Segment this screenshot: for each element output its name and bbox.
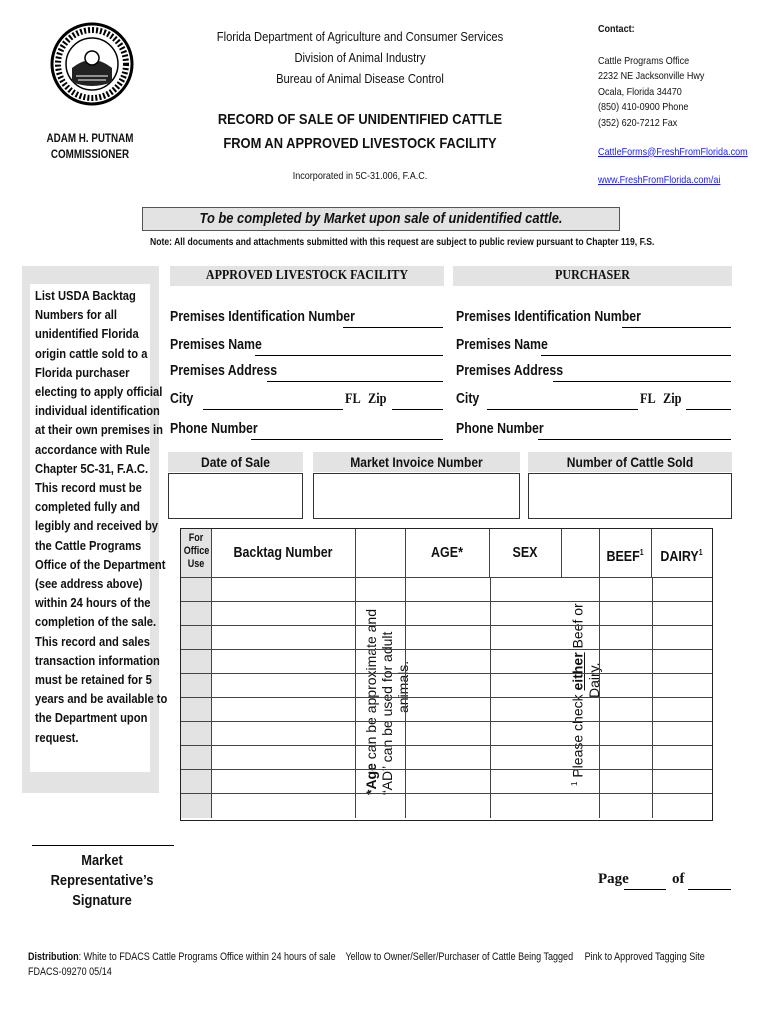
backtag-label: Backtag Number	[233, 545, 333, 561]
page-number-field[interactable]	[624, 889, 666, 890]
facility-zip-label: Zip	[368, 391, 387, 407]
table-row	[181, 745, 712, 770]
signature-label-1: Market Representative’s	[50, 852, 154, 889]
check-note-text-2: Beef or	[569, 603, 586, 653]
backtag-cell[interactable]	[211, 578, 356, 602]
beef-cell[interactable]	[599, 770, 653, 794]
incorporated-text: Incorporated in 5C-31.006, F.A.C.	[292, 170, 428, 182]
facility-premises-name-label: Premises Name	[170, 337, 262, 353]
cattle-count-header	[528, 452, 732, 472]
agency-line-1: Florida Department of Agriculture and Consumer Services	[216, 29, 504, 44]
office-use-cell	[181, 674, 212, 698]
age-note-bold: *Age	[363, 763, 379, 795]
facility-phone-label: Phone Number	[170, 421, 258, 437]
office-use-cell	[181, 722, 212, 746]
purchaser-heading: PURCHASER	[555, 268, 630, 283]
purchaser-heading-bar	[453, 266, 732, 286]
facility-premises-address-label: Premises Address	[170, 363, 278, 379]
backtag-cell[interactable]	[211, 698, 356, 722]
commissioner-name: ADAM H. PUTNAM	[46, 131, 134, 145]
date-of-sale-field[interactable]	[168, 473, 303, 519]
check-note-footnote-mark: 1	[570, 781, 579, 786]
sex-cell[interactable]	[489, 602, 561, 626]
backtag-cell[interactable]	[211, 626, 356, 650]
age-cell[interactable]	[405, 650, 491, 674]
distribution-pink: Pink to Approved Tagging Site	[584, 951, 705, 963]
contact-heading: Contact:	[598, 23, 635, 35]
age-cell[interactable]	[405, 698, 491, 722]
date-of-sale-header	[168, 452, 303, 472]
office-use-cell	[181, 770, 212, 794]
purchaser-premises-id-label: Premises Identification Number	[456, 309, 641, 325]
purchaser-state-label: FL	[640, 391, 656, 407]
dairy-cell[interactable]	[651, 674, 712, 698]
invoice-number-label: Market Invoice Number	[350, 454, 483, 470]
age-cell[interactable]	[405, 746, 491, 770]
check-note-either: either	[569, 652, 586, 691]
sex-cell[interactable]	[489, 626, 561, 650]
backtag-cell[interactable]	[211, 650, 356, 674]
table-row	[181, 769, 712, 794]
beef-header	[599, 529, 652, 577]
of-label: of	[672, 871, 685, 887]
age-note-text-3: animals.	[395, 660, 411, 713]
page-total-field[interactable]	[688, 889, 731, 890]
age-header	[405, 529, 490, 577]
form-title-line-1: RECORD OF SALE OF UNIDENTIFIED CATTLE	[217, 111, 503, 128]
dairy-label: DAIRY	[660, 548, 699, 565]
office-use-cell	[181, 650, 212, 674]
purchaser-city-label: City	[456, 391, 480, 407]
sex-cell[interactable]	[489, 578, 561, 602]
purchaser-premises-name-label: Premises Name	[456, 337, 548, 353]
purchaser-zip-label: Zip	[663, 391, 682, 407]
facility-premises-name-field[interactable]	[255, 355, 443, 356]
backtag-cell[interactable]	[211, 602, 356, 626]
sex-cell[interactable]	[489, 674, 561, 698]
contact-address-1: 2232 NE Jacksonville Hwy	[598, 70, 705, 83]
age-label: AGE*	[431, 545, 463, 561]
office-use-cell	[181, 746, 212, 770]
purchaser-phone-field[interactable]	[538, 439, 731, 440]
dairy-cell[interactable]	[651, 770, 712, 794]
office-use-cell	[181, 626, 212, 650]
contact-fax: (352) 620-7212 Fax	[598, 116, 678, 129]
table-row	[181, 673, 712, 698]
age-note-text-1: can be approximate and	[363, 608, 379, 764]
dairy-cell[interactable]	[651, 650, 712, 674]
agency-line-3: Bureau of Animal Disease Control	[276, 71, 444, 86]
commissioner-title: COMMISSIONER	[50, 147, 130, 161]
beef-label: BEEF	[606, 548, 640, 565]
form-id: FDACS-09270 05/14	[28, 966, 112, 978]
office-use-label: For Office Use	[183, 532, 210, 570]
facility-zip-field[interactable]	[392, 409, 443, 410]
backtag-table	[180, 528, 713, 821]
instructions-sidebar	[22, 266, 168, 793]
sex-cell[interactable]	[489, 650, 561, 674]
beef-cell[interactable]	[599, 794, 653, 818]
beef-cell[interactable]	[599, 746, 653, 770]
purchaser-phone-label: Phone Number	[456, 421, 544, 437]
beef-cell[interactable]	[599, 626, 653, 650]
sex-cell[interactable]	[489, 746, 561, 770]
cattle-count-field[interactable]	[528, 473, 732, 519]
facility-heading: APPROVED LIVESTOCK FACILITY	[205, 268, 409, 283]
contact-address-2: Ocala, Florida 34470	[598, 85, 682, 98]
sex-cell[interactable]	[489, 722, 561, 746]
purchaser-city-field[interactable]	[487, 409, 638, 410]
beef-cell[interactable]	[599, 698, 653, 722]
age-cell[interactable]	[405, 794, 491, 818]
backtag-cell[interactable]	[211, 674, 356, 698]
dairy-footnote-mark: 1	[698, 548, 703, 557]
dairy-cell[interactable]	[651, 626, 712, 650]
department-seal	[50, 22, 134, 106]
age-cell[interactable]	[405, 674, 491, 698]
office-use-header	[181, 529, 212, 577]
office-use-cell	[181, 698, 212, 722]
signature-label-2: Signature	[72, 892, 132, 909]
signature-field[interactable]	[32, 845, 174, 846]
contact-office: Cattle Programs Office	[598, 54, 690, 67]
age-cell[interactable]	[405, 626, 491, 650]
office-use-cell	[181, 794, 212, 818]
table-row	[181, 625, 712, 650]
dairy-cell[interactable]	[651, 794, 712, 818]
table-row	[181, 577, 712, 602]
public-record-note: Note: All documents and attachments submitted with this request are subject to public review pursuant to Chapter 119, F.S.	[150, 236, 655, 248]
agency-line-2: Division of Animal Industry	[294, 50, 426, 65]
table-row	[181, 721, 712, 746]
contact-phone: (850) 410-0900 Phone	[598, 101, 689, 114]
contact-email-link[interactable]: CattleForms@FreshFromFlorida.com	[598, 145, 748, 158]
check-note-text-1: Please check	[569, 690, 586, 778]
sex-cell[interactable]	[489, 770, 561, 794]
age-cell[interactable]	[405, 770, 491, 794]
purchaser-premises-address-label: Premises Address	[456, 363, 564, 379]
age-note-text-2: “AD” can be used for adult	[379, 631, 395, 795]
sex-label: SEX	[512, 545, 538, 561]
date-of-sale-label: Date of Sale	[201, 454, 270, 470]
contact-website-link[interactable]: www.FreshFromFlorida.com/ai	[598, 174, 721, 187]
invoice-number-field[interactable]	[313, 473, 520, 519]
distribution-yellow: Yellow to Owner/Seller/Purchaser of Cattle Being Tagged	[345, 951, 574, 963]
check-note-text-3: Dairy.	[585, 662, 602, 698]
cattle-count-label: Number of Cattle Sold	[566, 454, 694, 470]
sex-header	[489, 529, 562, 577]
table-row	[181, 697, 712, 722]
facility-premises-id-label: Premises Identification Number	[170, 309, 355, 325]
facility-premises-address-field[interactable]	[267, 381, 443, 382]
instructions-text: List USDA Backtag Numbers for all unidentified Florida origin cattle sold to a Florida purchaser electing to apply official individual identification at their own premises in accordance with Rule Chapter 5C-31, F.A.C. This record must be completed fully and legibly and received by the Cattle Programs Office of the Department (see address above) within 24 hours of the completion of the sale. This record and sales transaction information must be retained for 5 years and be available to the Department upon request.	[35, 288, 168, 745]
backtag-header	[211, 529, 356, 577]
age-cell[interactable]	[405, 602, 491, 626]
purchaser-premises-address-field[interactable]	[553, 381, 731, 382]
facility-phone-field[interactable]	[251, 439, 443, 440]
office-use-cell	[181, 578, 212, 602]
facility-city-field[interactable]	[203, 409, 343, 410]
dairy-header	[651, 529, 712, 577]
facility-premises-id-field[interactable]	[343, 327, 443, 328]
dairy-cell[interactable]	[651, 602, 712, 626]
purchaser-zip-field[interactable]	[686, 409, 731, 410]
table-row	[181, 649, 712, 674]
sex-cell[interactable]	[489, 794, 561, 818]
dairy-cell[interactable]	[651, 698, 712, 722]
purchaser-premises-name-field[interactable]	[541, 355, 731, 356]
backtag-cell[interactable]	[211, 794, 356, 818]
beef-cell[interactable]	[599, 602, 653, 626]
facility-heading-bar	[170, 266, 444, 286]
table-row	[181, 793, 712, 818]
beef-cell[interactable]	[599, 578, 653, 602]
age-cell[interactable]	[405, 578, 491, 602]
backtag-cell[interactable]	[211, 746, 356, 770]
sex-cell[interactable]	[489, 698, 561, 722]
purchaser-premises-id-field[interactable]	[622, 327, 731, 328]
instruction-banner-text: To be completed by Market upon sale of unidentified cattle.	[199, 210, 563, 227]
dairy-cell[interactable]	[651, 746, 712, 770]
page-label: Page	[598, 871, 629, 887]
form-title-line-2: FROM AN APPROVED LIVESTOCK FACILITY	[223, 135, 497, 152]
facility-state-label: FL	[345, 391, 361, 407]
dairy-cell[interactable]	[651, 722, 712, 746]
beef-footnote-mark: 1	[639, 548, 644, 557]
age-cell[interactable]	[405, 722, 491, 746]
backtag-cell[interactable]	[211, 722, 356, 746]
facility-city-label: City	[170, 391, 194, 407]
beef-cell[interactable]	[599, 674, 653, 698]
beef-cell[interactable]	[599, 650, 653, 674]
invoice-number-header	[313, 452, 520, 472]
backtag-cell[interactable]	[211, 770, 356, 794]
table-row	[181, 601, 712, 626]
instruction-banner	[142, 207, 620, 231]
distribution-white: : White to FDACS Cattle Programs Office within 24 hours of sale	[78, 951, 336, 963]
distribution-label: Distribution	[28, 951, 79, 963]
office-use-cell	[181, 602, 212, 626]
beef-cell[interactable]	[599, 722, 653, 746]
dairy-cell[interactable]	[651, 578, 712, 602]
